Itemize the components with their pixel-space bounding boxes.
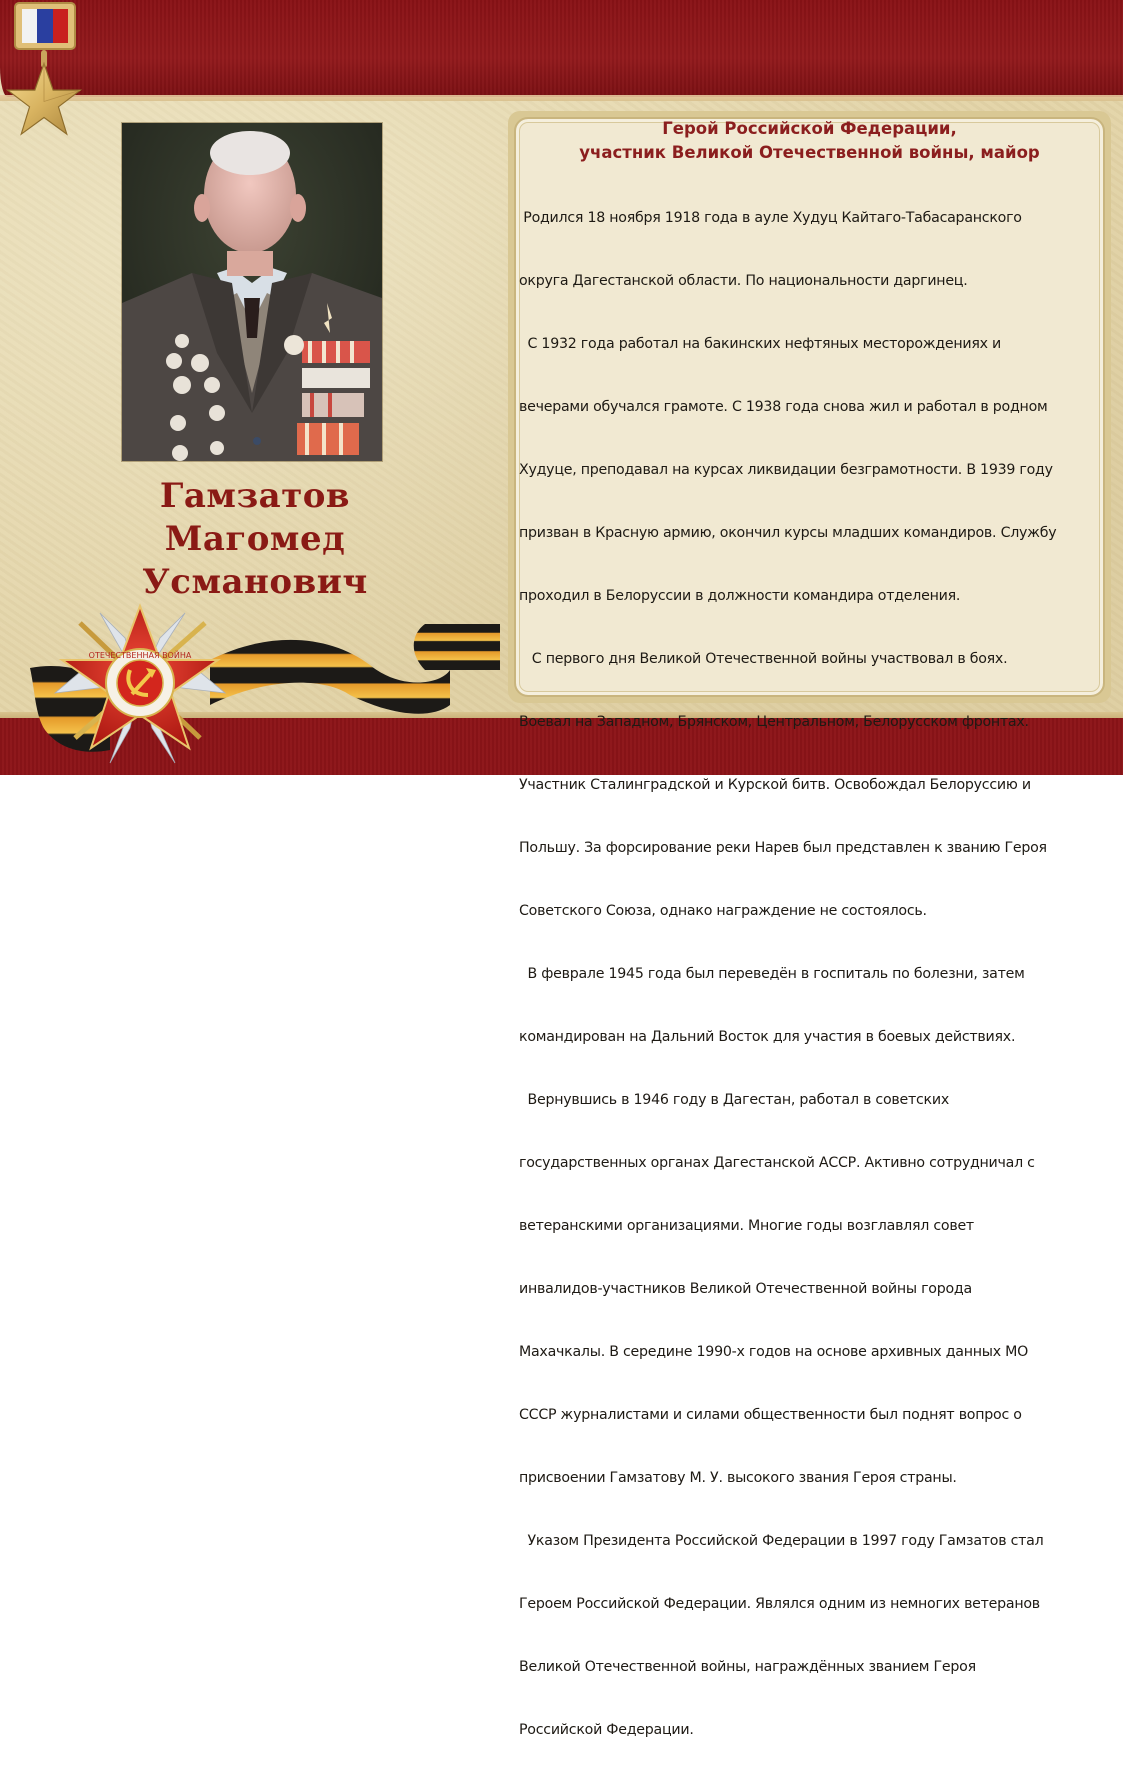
bio-line: Указом Президента Российской Федерации в 1997 году Гамзатов стал [519,1533,1044,1549]
bio-line: призван в Красную армию, окончил курсы младших командиров. Службу [519,525,1057,541]
top-band-edge [0,95,1123,101]
order-inscription: ОТЕЧЕСТВЕННАЯ ВОЙНА [88,651,192,660]
bio-line: Великой Отечественной войны, награждённых званием Героя [519,1659,976,1675]
russian-flag-icon [22,9,68,43]
bio-line: проходил в Белоруссии в должности командира отделения. [519,588,961,604]
top-red-band [0,0,1123,97]
bio-line: Родился 18 ноября 1918 года в ауле Худуц Кайтаго-Табасаранского [519,210,1022,226]
biography-title [514,117,1105,165]
bio-line: присвоении Гамзатову М. У. высокого звания Героя страны. [519,1470,957,1486]
bio-line: вечерами обучался грамоте. С 1938 года снова жил и работал в родном [519,399,1048,415]
veteran-full-name [110,475,400,604]
surname: Гамзатов [159,476,351,516]
order-of-patriotic-war-icon [40,598,240,773]
bio-line: СССР журналистами и силами общественности был поднят вопрос о [519,1407,1022,1423]
bio-line: округа Дагестанской области. По национальности даргинец. [519,273,968,289]
bio-line: командирован на Дальний Восток для участия в боевых действиях. [519,1029,1016,1045]
bio-line: Махачкалы. В середине 1990-х годов на основе архивных данных МО [519,1344,1029,1360]
bio-line: В феврале 1945 года был переведён в госпиталь по болезни, затем [519,966,1025,982]
medal-ribbon-plate [14,2,76,50]
biography-text [519,166,1104,1783]
bio-line: Советского Союза, однако награждение не состоялось. [519,903,927,919]
bio-line: С первого дня Великой Отечественной войны участвовал в боях. [519,651,1008,667]
title-line-role: участник Великой Отечественной войны, майор [579,143,1040,162]
bio-line: государственных органах Дагестанской АССР. Активно сотрудничал с [519,1155,1035,1171]
first-name: Магомед [164,519,346,559]
veteran-portrait-photo [122,123,382,461]
bio-line: Героем Российской Федерации. Являлся одним из немногих ветеранов [519,1596,1040,1612]
bio-line: Польшу. За форсирование реки Нарев был представлен к званию Героя [519,840,1047,856]
patronymic: Усманович [142,562,368,602]
bio-line: ветеранскими организациями. Многие годы возглавлял совет [519,1218,974,1234]
bio-line: Худуце, преподавал на курсах ликвидации безграмотности. В 1939 году [519,462,1053,478]
bio-line: Участник Сталинградской и Курской битв. Освобождал Белоруссию и [519,777,1031,793]
bio-line: С 1932 года работал на бакинских нефтяных месторождениях и [519,336,1002,352]
bio-line: Воевал на Западном, Брянском, Центральном, Белорусском фронтах. [519,714,1029,730]
bio-line: инвалидов-участников Великой Отечественной войны города [519,1281,972,1297]
title-line-rank: Герой Российской Федерации, [662,119,957,138]
gold-star-icon [6,62,82,138]
hero-of-russia-medal-icon [6,0,82,140]
bio-line: Вернувшись в 1946 году в Дагестан, работал в советских [519,1092,949,1108]
bio-line: Российской Федерации. [519,1722,694,1738]
